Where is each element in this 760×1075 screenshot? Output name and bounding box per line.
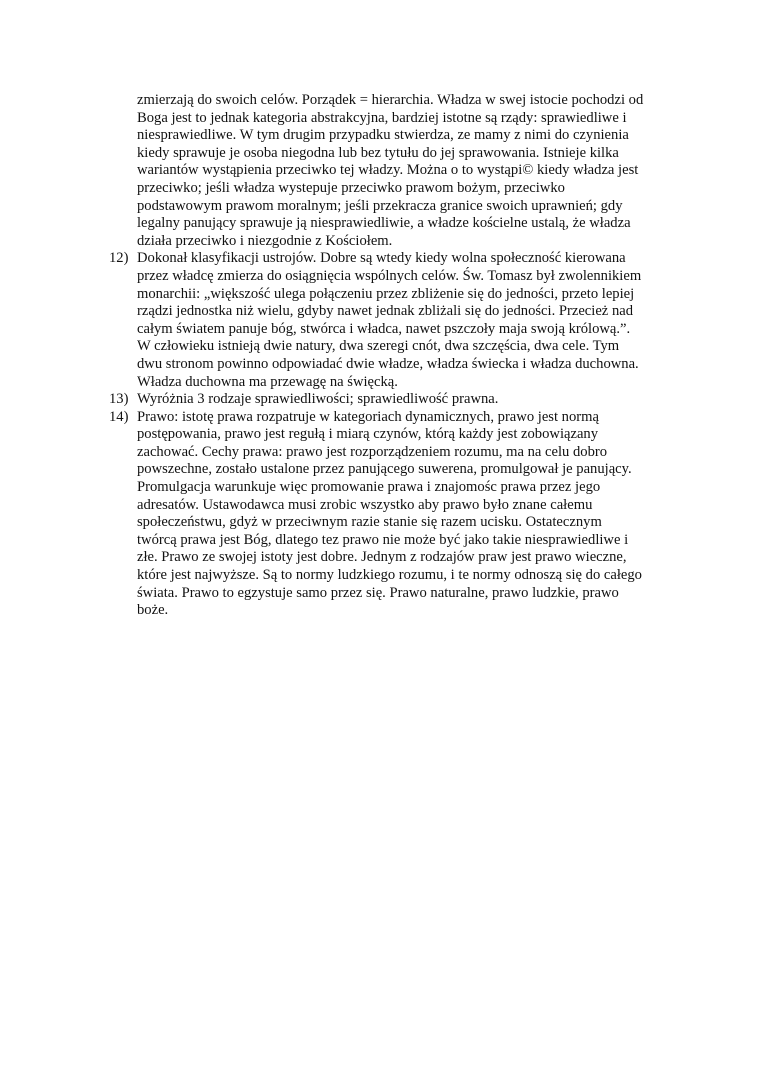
text-line: które jest najwyższe. Są to normy ludzkiego rozumu, i te normy odnoszą się do całego xyxy=(137,567,642,584)
text-line: zmierzają do swoich celów. Porządek = hierarchia. Władza w swej istocie pochodzi od xyxy=(137,92,644,108)
list-item-number: 12) xyxy=(109,250,129,267)
text-line: Prawo: istotę prawa rozpatruje w kategoriach dynamicznych, prawo jest normą xyxy=(137,408,599,425)
text-line: Wyróżnia 3 rodzaje sprawiedliwości; sprawiedliwość prawna. xyxy=(137,391,499,408)
list-item-text xyxy=(137,391,674,409)
continuation-paragraph xyxy=(109,92,674,250)
text-line: W człowieku istnieją dwie natury, dwa szeregi cnót, dwa szczęścia, dwa cele. Tym xyxy=(137,338,620,355)
text-line: postępowania, prawo jest regułą i miarą czynów, którą każdy jest zobowiązany xyxy=(137,426,599,443)
list-item xyxy=(109,250,674,391)
text-line: boże. xyxy=(137,602,169,619)
text-line: monarchii: „większość ulega połączeniu przez zbliżenie się do jedności, przeto lepiej xyxy=(137,285,635,302)
list-item xyxy=(109,409,674,620)
document-body xyxy=(109,92,674,620)
list-item-number: 14) xyxy=(109,408,129,425)
text-line: przeciwko; jeśli władza wystepuje przeciwko prawom bożym, przeciwko xyxy=(137,179,565,196)
text-line: niesprawiedliwe. W tym drugim przypadku stwierdza, ze mamy z nimi do czynienia xyxy=(137,127,629,144)
text-line: wariantów wystąpienia przeciwko tej władzy. Można o to wystąpi© kiedy władza jest xyxy=(137,162,639,179)
text-line: działa przeciwko i niezgodnie z Kościołem. xyxy=(137,232,393,249)
text-line: adresatów. Ustawodawca musi zrobic wszystko aby prawo było znane całemu xyxy=(137,496,593,513)
text-line: społeczeństwu, gdyż w przeciwnym razie stanie się razem ucisku. Ostatecznym xyxy=(137,514,602,531)
text-line: przez władcę zmierza do osiągnięcia wspólnych celów. Św. Tomasz był zwolennikiem xyxy=(137,267,642,284)
list-item-text xyxy=(137,409,674,620)
text-line: kiedy sprawuje je osoba niegodna lub bez tytułu do jej sprawowania. Istnieje kilka xyxy=(137,144,619,161)
list-item-number: 13) xyxy=(109,391,129,408)
list-item-text xyxy=(137,250,674,391)
text-line: Boga jest to jednak kategoria abstrakcyjna, bardziej istotne są rządy: sprawiedliwe i xyxy=(137,109,627,126)
text-line: Dokonał klasyfikacji ustrojów. Dobre są wtedy kiedy wolna społeczność kierowana xyxy=(137,250,626,267)
text-line: powszechne, zostało ustalone przez panującego suwerena, promulgował je panujący. xyxy=(137,461,632,478)
text-line: twórcą prawa jest Bóg, dlatego tez prawo nie może być jako takie niesprawiedliwe i xyxy=(137,531,629,548)
text-line: legalny panujący sprawuje ją niesprawiedliwie, a władze kościelne ustalą, że władza xyxy=(137,215,631,232)
text-line: Promulgacja warunkuje więc promowanie prawa i znajomośc prawa przez jego xyxy=(137,479,601,496)
text-line: świata. Prawo to egzystuje samo przez się. Prawo naturalne, prawo ludzkie, prawo xyxy=(137,584,619,601)
text-line: zachować. Cechy prawa: prawo jest rozporządzeniem rozumu, ma na celu dobro xyxy=(137,443,608,460)
text-line: złe. Prawo ze swojej istoty jest dobre. Jednym z rodzajów praw jest prawo wieczne, xyxy=(137,549,627,566)
text-line: całym światem panuje bóg, stwórca i władca, nawet pszczoły maja swoją królową.”. xyxy=(137,320,631,337)
text-line: Władza duchowna ma przewagę na święcką. xyxy=(137,373,398,390)
text-line: dwu stronom powinno odpowiadać dwie władze, władza świecka i władza duchowna. xyxy=(137,355,639,372)
list-item xyxy=(109,391,674,409)
text-line: podstawowym prawom moralnym; jeśli przekracza granice swoich uprawnień; gdy xyxy=(137,197,623,214)
text-line: rządzi jednostka niż wielu, gdyby nawet jednak zbliżali się do jedności. Przecież nad xyxy=(137,303,634,320)
